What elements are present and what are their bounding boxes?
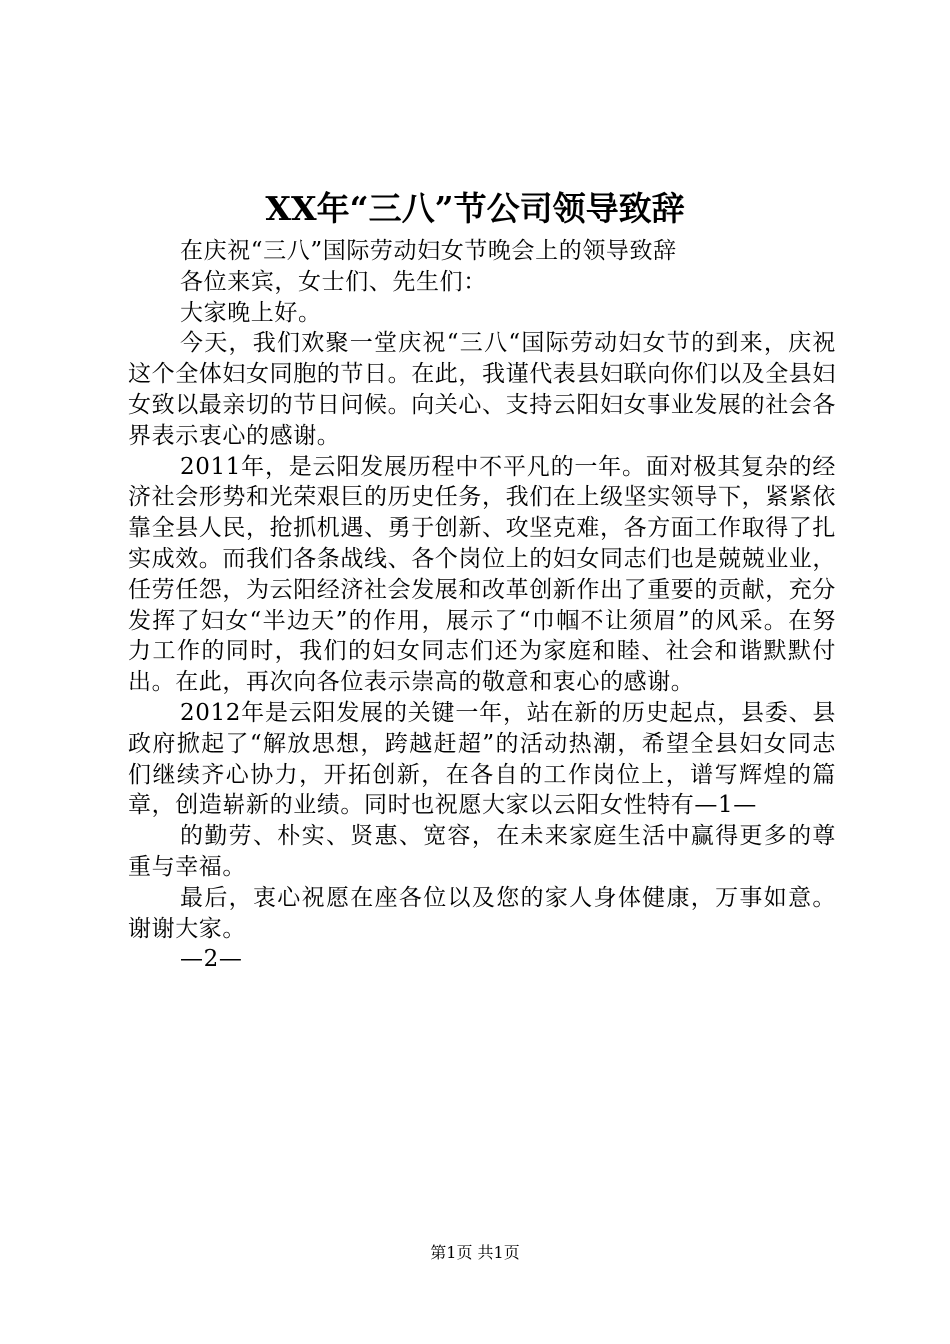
- inline-page-marker: —2—: [180, 946, 243, 973]
- paragraph-2011-review: 2011年，是云阳发展历程中不平凡的一年。面对极其复杂的经济社会形势和光荣艰巨的历史任务，我们在上级坚实领导下，紧紧依靠全县人民，抢抓机遇、勇于创新、攻坚克难，各方面工作取得了扎实成效。而我们各条战线、各个岗位上的妇女同志们也是兢兢业业，任劳任怨，为云阳经济社会发展和改革创新作出了重要的贡献，充分发挥了妇女“半边天”的作用，展示了“巾帼不让须眉”的风采。在努力工作的同时，我们的妇女同志们还为家庭和睦、社会和谐默默付出。在此，再次向各位表示崇高的敬意和衷心的感谢。: [128, 453, 836, 696]
- paragraph-salutation: 各位来宾，女士们、先生们：: [180, 268, 487, 295]
- paragraph-closing: 最后，衷心祝愿在座各位以及您的家人身体健康，万事如意。谢谢大家。: [128, 884, 836, 942]
- document-title: XX年“三八”节公司领导致辞: [265, 189, 685, 228]
- paragraph-continuation: 的勤劳、朴实、贤惠、宽容，在未来家庭生活中赢得更多的尊重与幸福。: [128, 823, 836, 880]
- paragraph-greeting: 大家晚上好。: [180, 299, 322, 326]
- paragraph-opening: 今天，我们欢聚一堂庆祝“三八“国际劳动妇女节的到来，庆祝这个全体妇女同胞的节日。在此，我谨代表县妇联向你们以及全县妇女致以最亲切的节日问候。向关心、支持云阳妇女事业发展的社会各界表示衷心的感谢。: [128, 330, 836, 449]
- paragraph-subtitle: 在庆祝“三八”国际劳动妇女节晚会上的领导致辞: [180, 238, 677, 264]
- paragraph-2012-outlook: 2012年是云阳发展的关键一年，站在新的历史起点，县委、县政府掀起了“解放思想，跨越赶超”的活动热潮，希望全县妇女同志们继续齐心协力，开拓创新，在各自的工作岗位上，谱写辉煌的篇章，创造崭新的业绩。同时也祝愿大家以云阳女性特有—1—: [128, 699, 836, 819]
- document-body: [128, 236, 836, 975]
- page-footer: 第1页 共1页: [430, 1243, 520, 1262]
